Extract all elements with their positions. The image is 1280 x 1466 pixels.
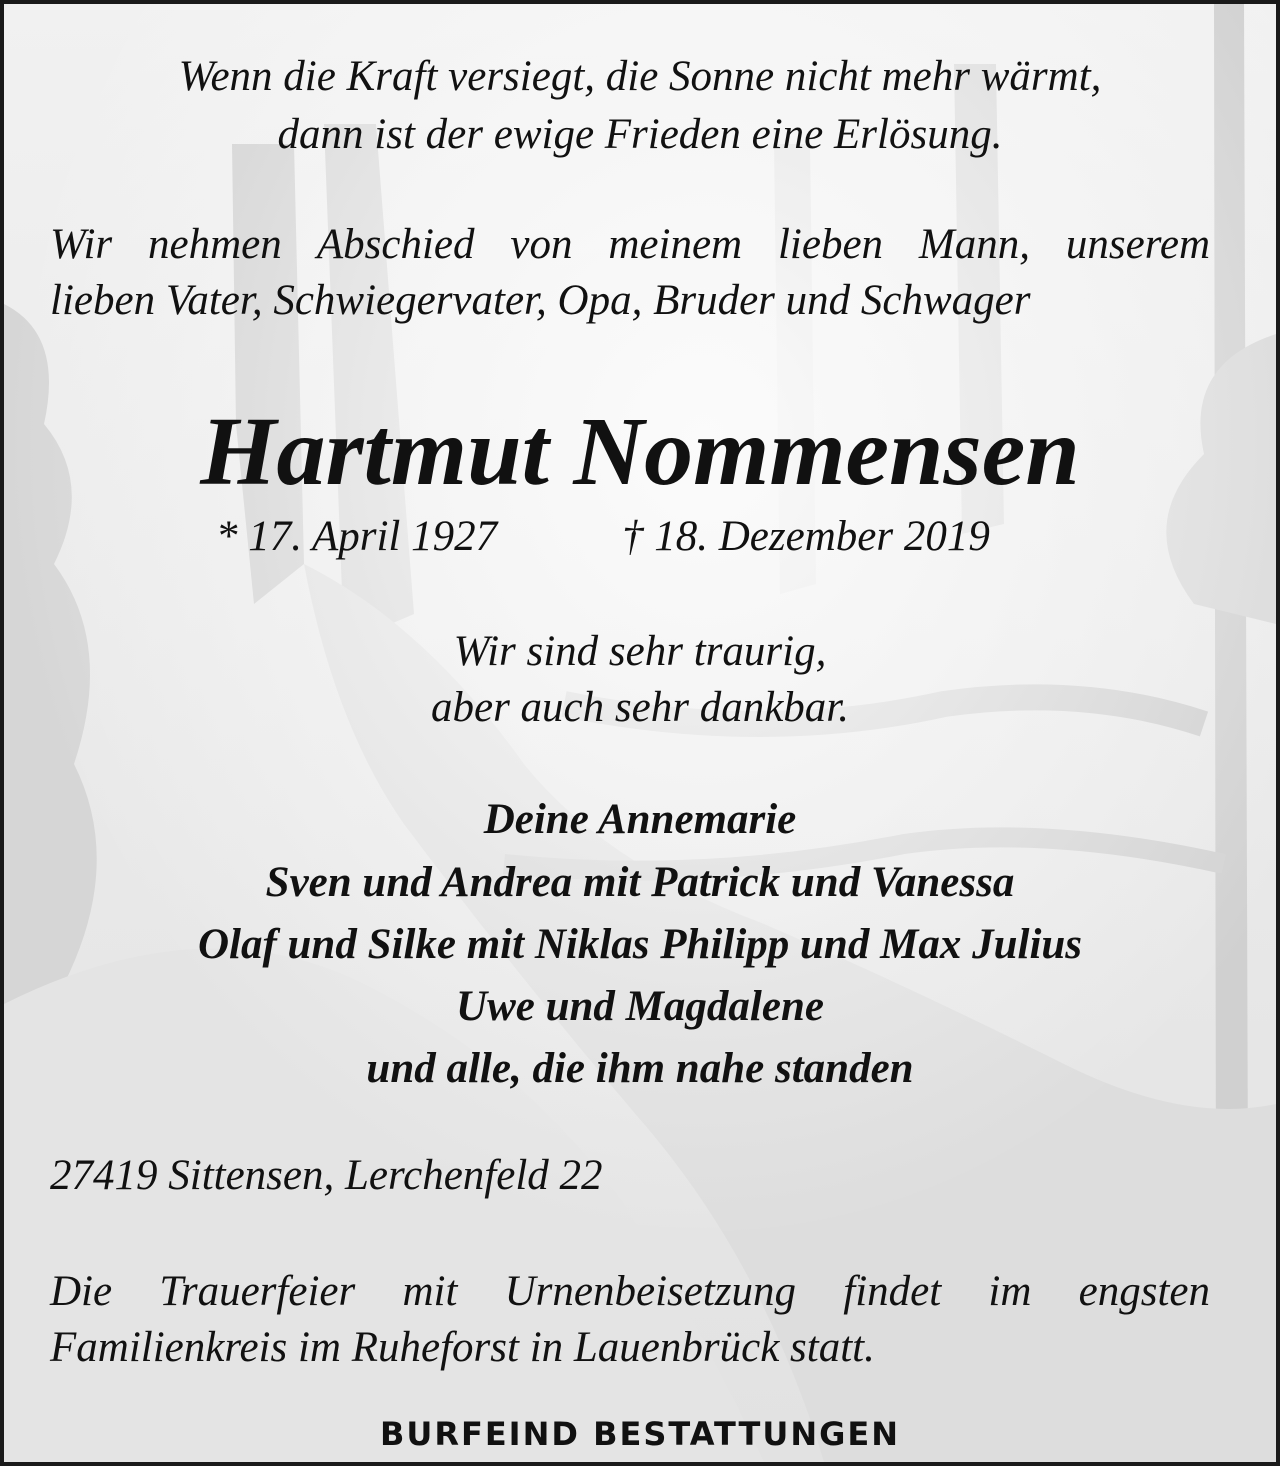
mourner-line: Sven und Andrea mit Patrick und Vanessa	[265, 859, 1015, 906]
mourner-line: Uwe und Magdalene	[456, 983, 824, 1030]
ceremony-line-1: Die Trauerfeier mit Urnenbeisetzung findet im engsten	[50, 1268, 1210, 1315]
mourner-line: Deine Annemarie	[483, 796, 797, 843]
ceremony-line-2: Familienkreis im Ruheforst in Lauenbrück statt.	[50, 1324, 875, 1371]
address: 27419 Sittensen, Lerchenfeld 22	[50, 1152, 603, 1199]
deceased-name: Hartmut Nommensen	[200, 398, 1080, 506]
intro-line-1: Wir nehmen Abschied von meinem lieben Mann, unserem	[50, 221, 1210, 268]
birth-date: * 17. April 1927	[216, 513, 498, 560]
sentiment-line-1: Wir sind sehr traurig,	[453, 628, 827, 675]
mourner-line: und alle, die ihm nahe standen	[366, 1045, 914, 1092]
intro-line-2: lieben Vater, Schwiegervater, Opa, Bruder und Schwager	[50, 277, 1031, 324]
sentiment-line-2: aber auch sehr dankbar.	[430, 684, 849, 731]
funeral-home-logo: BURFEIND BESTATTUNGEN	[379, 1415, 901, 1453]
quote-line-1: Wenn die Kraft versiegt, die Sonne nicht mehr wärmt,	[178, 53, 1102, 100]
quote-line-2: dann ist der ewige Frieden eine Erlösung.	[277, 111, 1003, 158]
mourner-line: Olaf und Silke mit Niklas Philipp und Max Julius	[197, 921, 1083, 968]
death-date: † 18. Dezember 2019	[622, 513, 990, 560]
